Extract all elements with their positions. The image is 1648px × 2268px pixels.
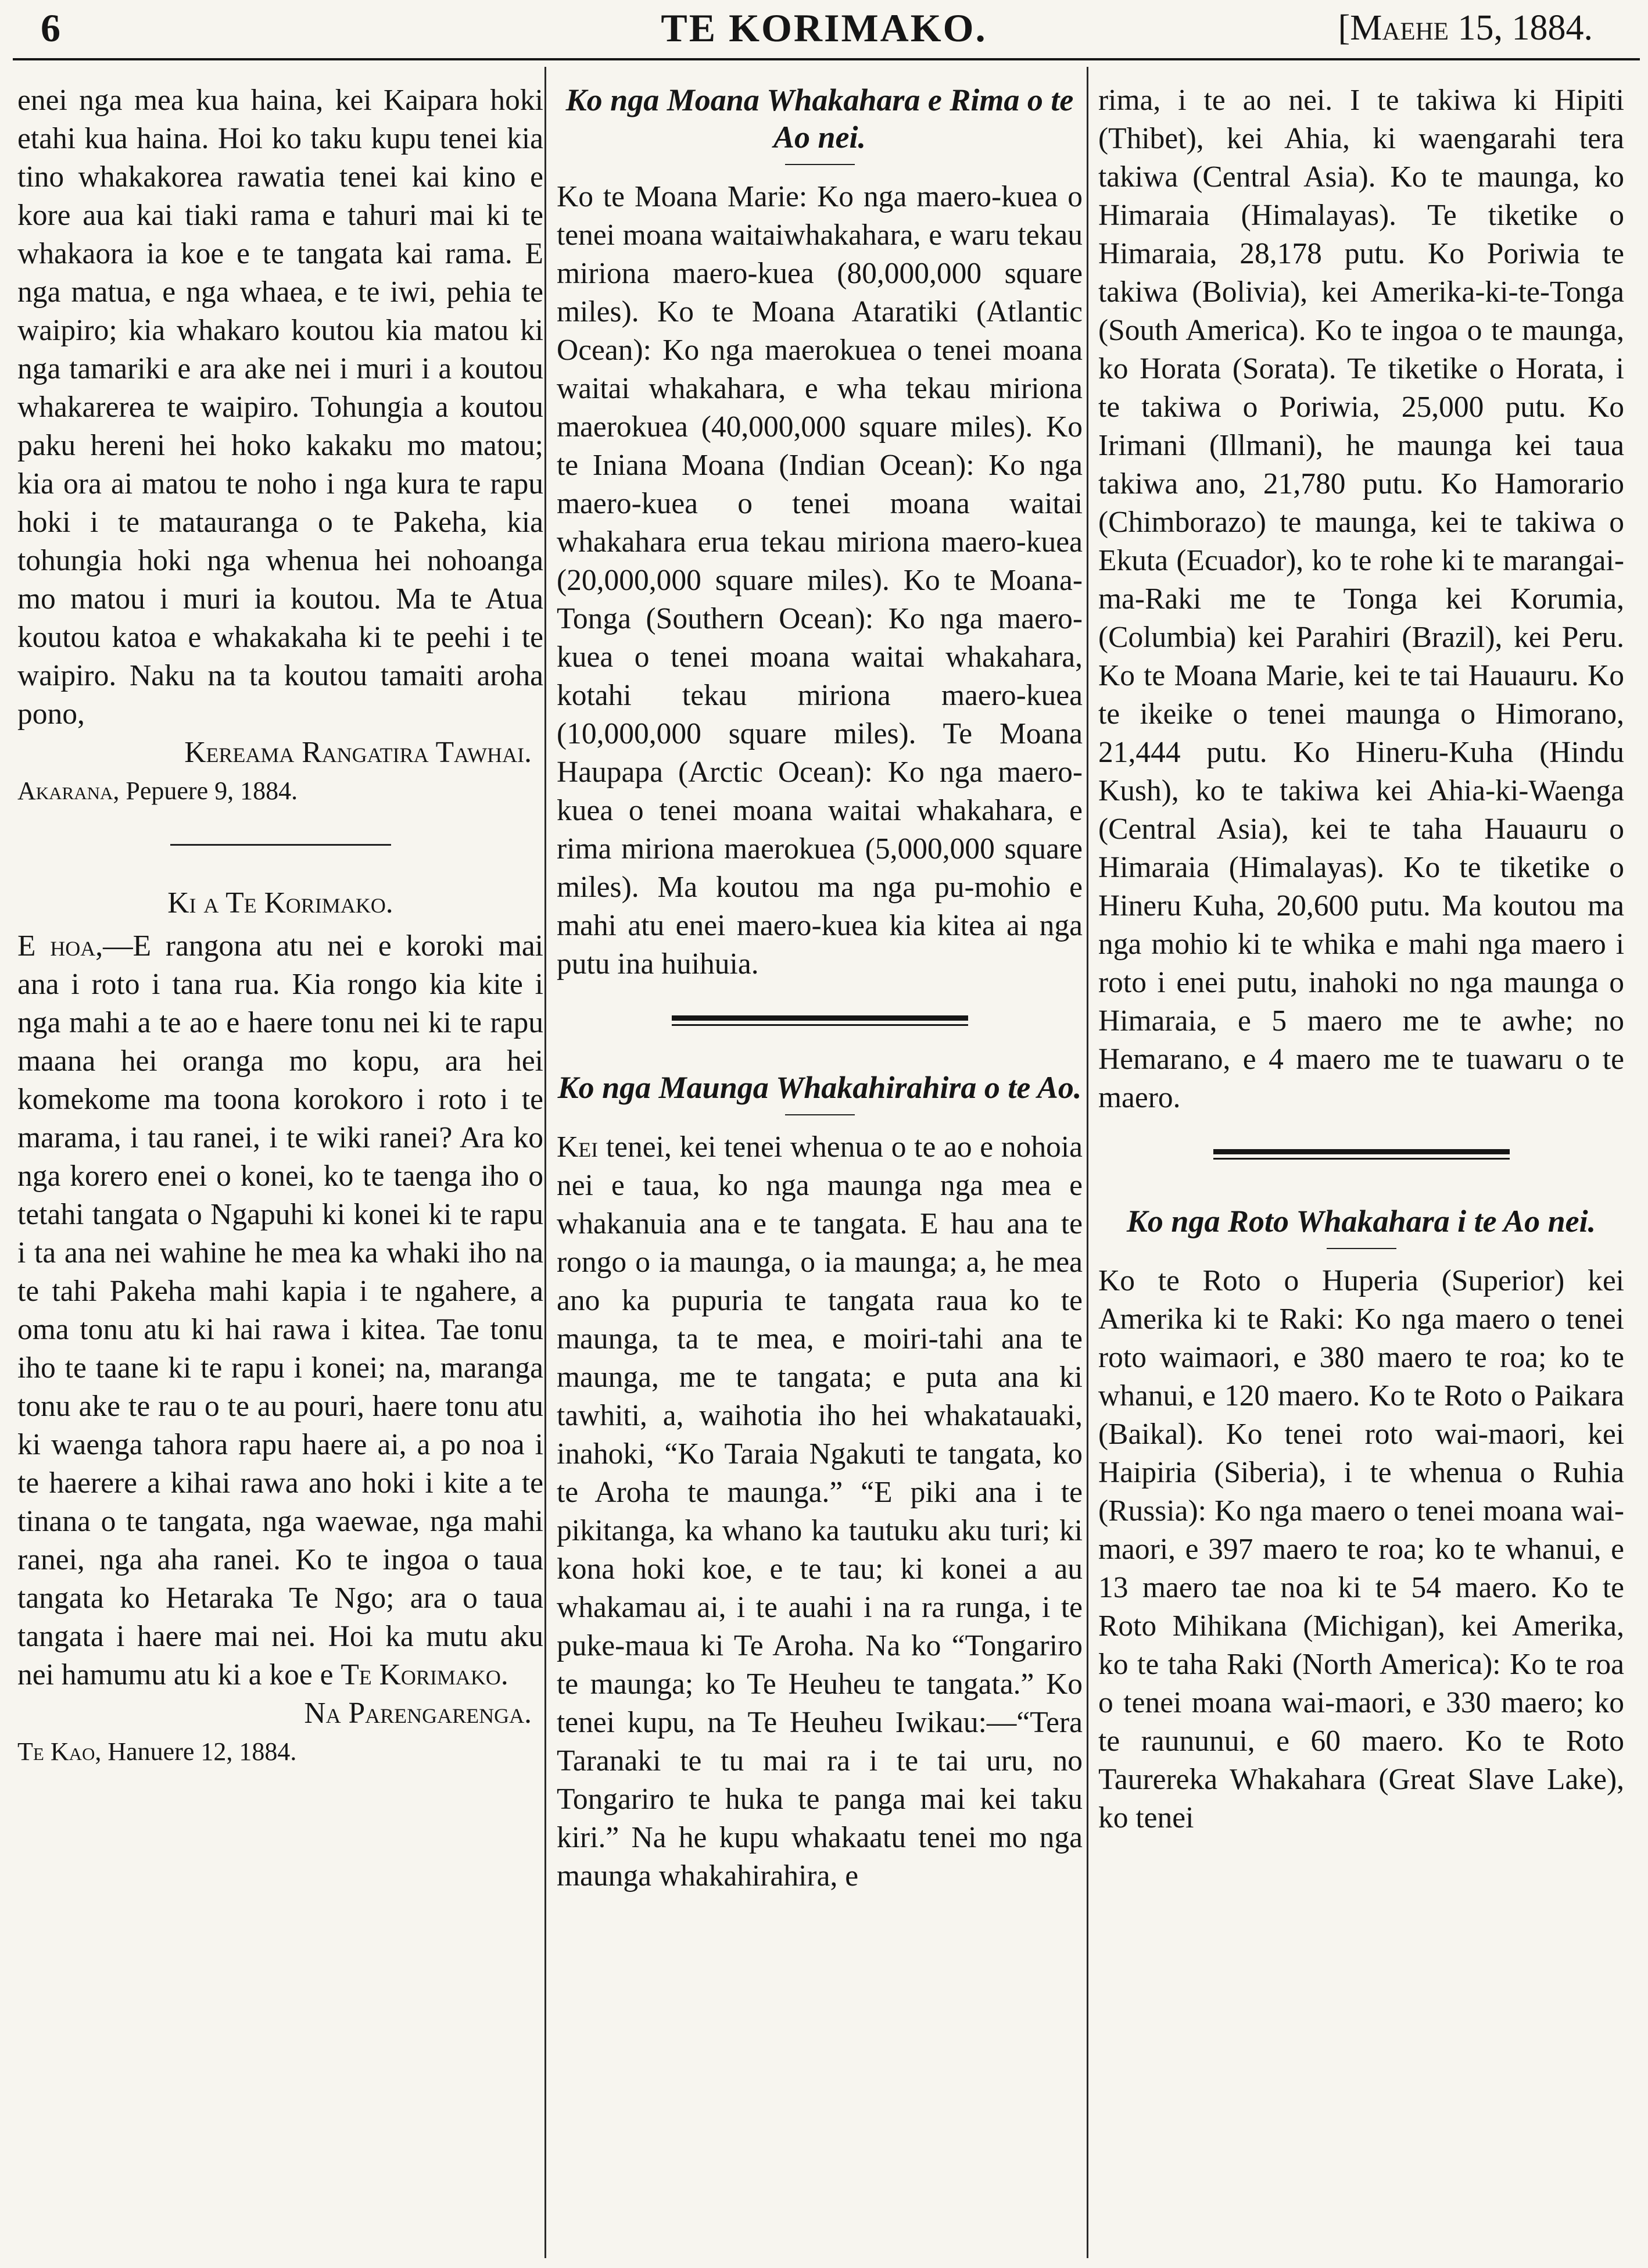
- section-double-rule: [672, 1015, 968, 1028]
- article-heading: Ko nga Roto Whakahara i te Ao nei.: [1126, 1204, 1596, 1239]
- article-body: rima, i te ao nei. I te takiwa ki Hipiti (Thibet), kei Ahia, ki waengarahi tera takiwa (Central Asia). Ko te maunga, ko Himaraia (Himalayas). Te tiketike o Himaraia, 28,178 putu. Ko Poriwia te takiwa (Bolivia), kei Amerika-ki-te-Tonga (South America). Ko te ingoa o te maunga, ko Horata (Sorata). Te tiketike o Horata, i te takiwa o Poriwia, 25,000 putu. Ko Irimani (Illmani), he maunga kei taua takiwa ano, 21,780 putu. Ko Hamorario (Chimborazo) te maunga, kei te takiwa o Ekuta (Ecuador), ko te rohe ki te marangai-ma-Raki me te Tonga kei Korumia, (Columbia) kei Parahiri (Brazil), kei Peru. Ko te Moana Marie, kei te tai Hauauru. Ko te ikeike o tenei maunga o Himorano, 21,444 putu. Ko Hineru-Kuha (Hindu Kush), ko te takiwa kei Ahia-ki-Waenga (Central Asia), kei te taha Hauauru o Himaraia (Himalayas). Ko te tiketike o Hineru Kuha, 20,600 putu. Ma koutou ma nga mohio ki te whika e mahi nga maero i roto i enei putu, inahoki no nga maunga o Himaraia, e 5 maero me te awhe; no Hemarano, e 4 maero me te tuawaru o te maero.: [1098, 84, 1624, 1114]
- header-rule: [13, 58, 1640, 60]
- letter-text: —E rangona atu nei e koroki mai ana i roto i tana rua. Kia rongo kia kite i nga mahi a te ao e haere tonu nei ki te rapu maana hei oranga mo kopu, ara hei komekome ma toona korokoro i roto i te marama, i tau ranei, i te wiki ranei? Ara ko nga korero enei o konei, ko te taenga iho o tetahi tangata o Ngapuhi ki konei ki te rapu i ta ana nei wahine he mea ka whaki iho na te tahi Pakeha mahi kapia i te ngahere, a oma tonu atu ki hai rawa i kitea. Tae tonu iho te taane ki te rapu i konei; na, maranga tonu ake te rau o te au pouri, haere tonu atu ki waenga tahora rapu haere ai, a po noa i te haerere a kihai rawa ano hoki i kite a te tinana o te tangata, nga waewae, nga mahi ranei, nga aha ranei. Ko te ingoa o taua tangata ko Hetaraka Te Ngo; ara o taua tangata i haere mai nei. Hoi ka mutu aku nei hamumu atu ki a koe e: [17, 929, 543, 1691]
- letter-dateline: [17, 1733, 543, 1771]
- heading-rule: [785, 1114, 855, 1115]
- section-rule: [170, 844, 391, 846]
- dateline-date: , Pepuere 9, 1884.: [113, 777, 298, 805]
- letter-body: [17, 927, 543, 1694]
- article-body: Ko te Moana Marie: Ko nga maero-kuea o tenei moana waitaiwhakahara, e waru tekau miriona maero-kuea (80,000,000 square miles). Ko te Moana Ataratiki (Atlantic Ocean): Ko nga maerokuea o tenei moana waitai whakahara, e wha tekau miriona maerokuea (40,000,000 square miles). Ko te Iniana Moana (Indian Ocean): Ko nga maero-kuea o tenei moana waitai whakahara erua tekau miriona maero-kuea (20,000,000 square miles). Ko te Moana-Tonga (Southern Ocean): Ko nga maero-kuea o tenei moana waitai whakahara, kotahi tekau miriona maero-kuea (10,000,000 square miles). Te Moana Haupapa (Arctic Ocean): Ko nga maero-kuea o tenei moana waitai whakahara, e rima miriona maerokuea (5,000,000 square miles). Ma koutou ma nga pu-mohio e mahi atu enei maero-kuea kia kitea ai nga putu ina huihuia.: [557, 180, 1083, 981]
- letter-heading: Ki a Te Korimako.: [167, 886, 393, 920]
- letter-closing-name: Te Korimako.: [341, 1658, 508, 1691]
- column-3: [1098, 81, 1624, 2255]
- letter-greeting: E hoa,: [17, 929, 103, 963]
- column-2: [557, 81, 1083, 2255]
- column-divider: [544, 67, 546, 2258]
- letter-dateline: [17, 772, 543, 810]
- letter-signature: Na Parengarenga.: [304, 1697, 532, 1730]
- article-heading: Ko nga Maunga Whakahirahira o te Ao.: [557, 1070, 1082, 1105]
- heading-rule: [1327, 1248, 1396, 1249]
- column-1: [17, 81, 543, 2255]
- letter-body: enei nga mea kua haina, kei Kaipara hoki etahi kua haina. Hoi ko taku kupu tenei kia tino whakakorea rawatia tenei kai kino e kore aua kai tiaki rama e tahuri mai ki te whakaora ia koe e te tangata kai rama. E nga matua, e nga whaea, e te iwi, pehia te waipiro; kia whakaro koutou kia matou ki nga tamariki e ara ake nei i muri i a koutou whakarerea te waipiro. Tohungia a koutou paku hereni hei hoko kakaku mo matou; kia ora ai matou te noho i nga kura te rapu hoki i te matauranga o te Pakeha, kia tohungia hoki nga whenua hei nohoanga mo matou i muri ia koutou. Ma te Atua koutou katoa e whakakaha ki te peehi i te waipiro. Naku na ta koutou tamaiti aroha pono,: [17, 84, 543, 731]
- page-number: 6: [41, 6, 60, 50]
- heading-rule: [785, 164, 855, 165]
- letter-signature: Kereama Rangatira Tawhai.: [184, 736, 532, 769]
- dateline-place: Akarana: [17, 777, 113, 805]
- column-divider: [1087, 67, 1088, 2258]
- masthead-title: TE KORIMAKO.: [661, 6, 987, 50]
- article-heading: Ko nga Moana Whakahara e Rima o te Ao nei.: [565, 83, 1074, 155]
- section-double-rule: [1213, 1149, 1510, 1162]
- page-header: [0, 0, 1648, 64]
- issue-date: [Maehe 15, 1884.: [1338, 8, 1593, 48]
- dateline-place: Te Kao: [17, 1737, 95, 1766]
- article-text: tenei, kei tenei whenua o te ao e nohoia nei e taua, ko nga maunga nga mea e whakanuia ana e te tangata. E hau ana te rongo o ia maunga, o ia maunga; a, he mea ano ka pupuria te tangata raua ko te maunga, ta te mea, e moiri-tahi ana te maunga, me te tangata; e puta ana ki tawhiti, a, waihotia iho hei whakatauaki, inahoki, “Ko Taraia Ngakuti te tangata, ko te Aroha te maunga.” “E piki ana i te pikitanga, ka whano ka tautuku aku turi; ki kona hoki koe, e te tau; ki konei a au whakamau ai, i te auahi i na ra runga, i te puke-maua ki Te Aroha. Na ko “Tongariro te maunga; ko Te Heuheu te tangata.” Ko tenei kupu, na Te Heuheu Iwikau:—“Tera Taranaki te tu mai ra i te tai uru, no Tongariro te huka te panga mai kei taku kiri.” Na he kupu whakaatu tenei mo nga maunga whakahirahira, e: [557, 1131, 1083, 1893]
- dateline-date: , Hanuere 12, 1884.: [95, 1737, 297, 1766]
- article-body: [557, 1128, 1083, 1895]
- drop-word: Kei: [557, 1131, 599, 1164]
- article-body: Ko te Roto o Huperia (Superior) kei Amerika ki te Raki: Ko nga maero o tenei roto waimaori, e 380 maero te roa; ko te whanui, e 120 maero. Ko te Roto o Paikara (Baikal). Ko tenei roto wai-maori, kei Haipiria (Siberia), i te whenua o Ruhia (Russia): Ko nga maero o tenei moana wai-maori, e 397 maero te roa; ko te whanui, e 13 maero tae noa ki te 54 maero. Ko te Roto Mihikana (Michigan), kei Amerika, ko te taha Raki (North America): Ko te roa o tenei moana wai-maori, e 330 maero; ko te raununui, e 60 maero. Ko te Roto Taurereka Whakahara (Great Slave Lake), ko tenei: [1098, 1264, 1624, 1834]
